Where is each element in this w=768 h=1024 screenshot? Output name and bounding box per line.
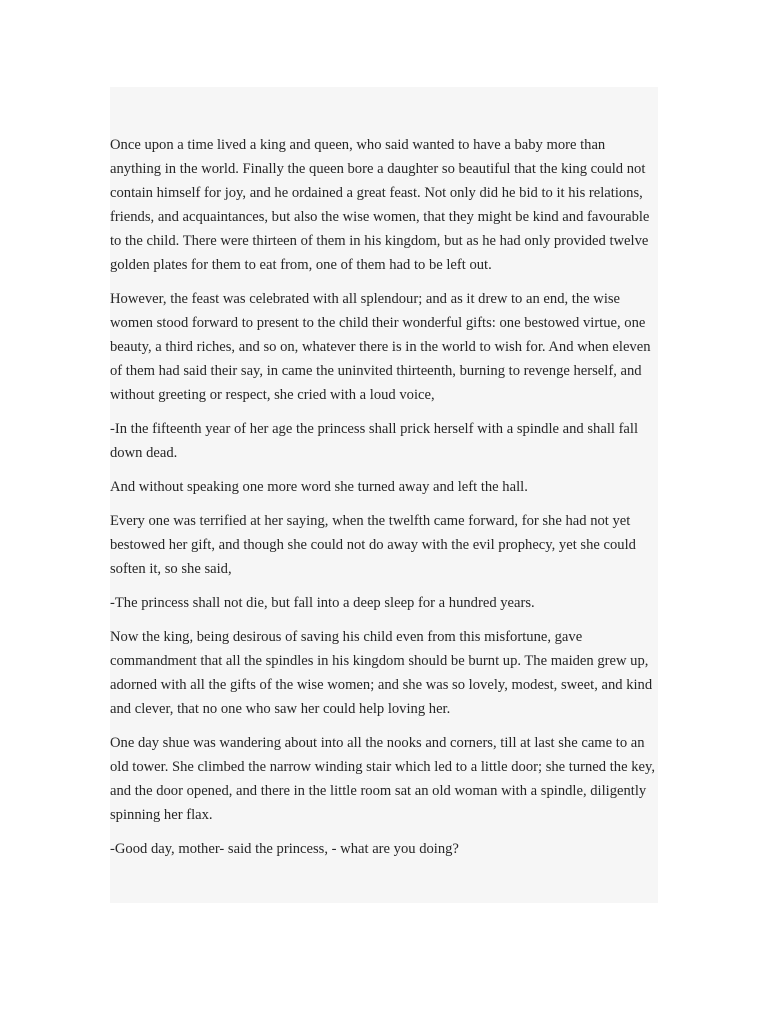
paragraph-9: -Good day, mother- said the princess, - what are you doing? (110, 841, 459, 857)
paragraph-4: And without speaking one more word she turned away and left the hall. (110, 479, 528, 495)
paragraph-2: However, the feast was celebrated with all splendour; and as it drew to an end, the wise women stood forward to present to the child their wonderful gifts: one bestowed virtue, one beauty, a third riches, and so on, whatever there is in the world to wish for. And when eleven of them had said their say, in came the uninvited thirteenth, burning to revenge herself, and without greeting or respect, she cried with a loud voice, (110, 291, 651, 403)
paragraph-6: -The princess shall not die, but fall into a deep sleep for a hundred years. (110, 595, 535, 611)
paragraph-7: Now the king, being desirous of saving his child even from this misfortune, gave commandment that all the spindles in his kingdom should be burnt up. The maiden grew up, adorned with all the gifts of the wise women; and she was so lovely, modest, sweet, and kind and clever, that no one who saw her could help loving her. (110, 629, 653, 717)
paragraph-5: Every one was terrified at her saying, when the twelfth came forward, for she had not yet bestowed her gift, and though she could not do away with the evil prophecy, yet she could soften it, so she said, (110, 513, 636, 577)
paragraph-3: -In the fifteenth year of her age the princess shall prick herself with a spindle and shall fall down dead. (110, 421, 639, 461)
paragraph-8: One day shue was wandering about into all the nooks and corners, till at last she came to an old tower. She climbed the narrow winding stair which led to a little door; she turned the key, and the door opened, and there in the little room sat an old woman with a spindle, diligently spinning her flax. (110, 735, 655, 823)
story-text-block (110, 87, 658, 903)
paragraph-1: Once upon a time lived a king and queen, who said wanted to have a baby more than anything in the world. Finally the queen bore a daughter so beautiful that the king could not contain himself for joy, and he ordained a great feast. Not only did he bid to it his relations, friends, and acquaintances, but also the wise women, that they might be kind and favourable to the child. There were thirteen of them in his kingdom, but as he had only provided twelve golden plates for them to eat from, one of them had to be left out. (110, 137, 650, 273)
